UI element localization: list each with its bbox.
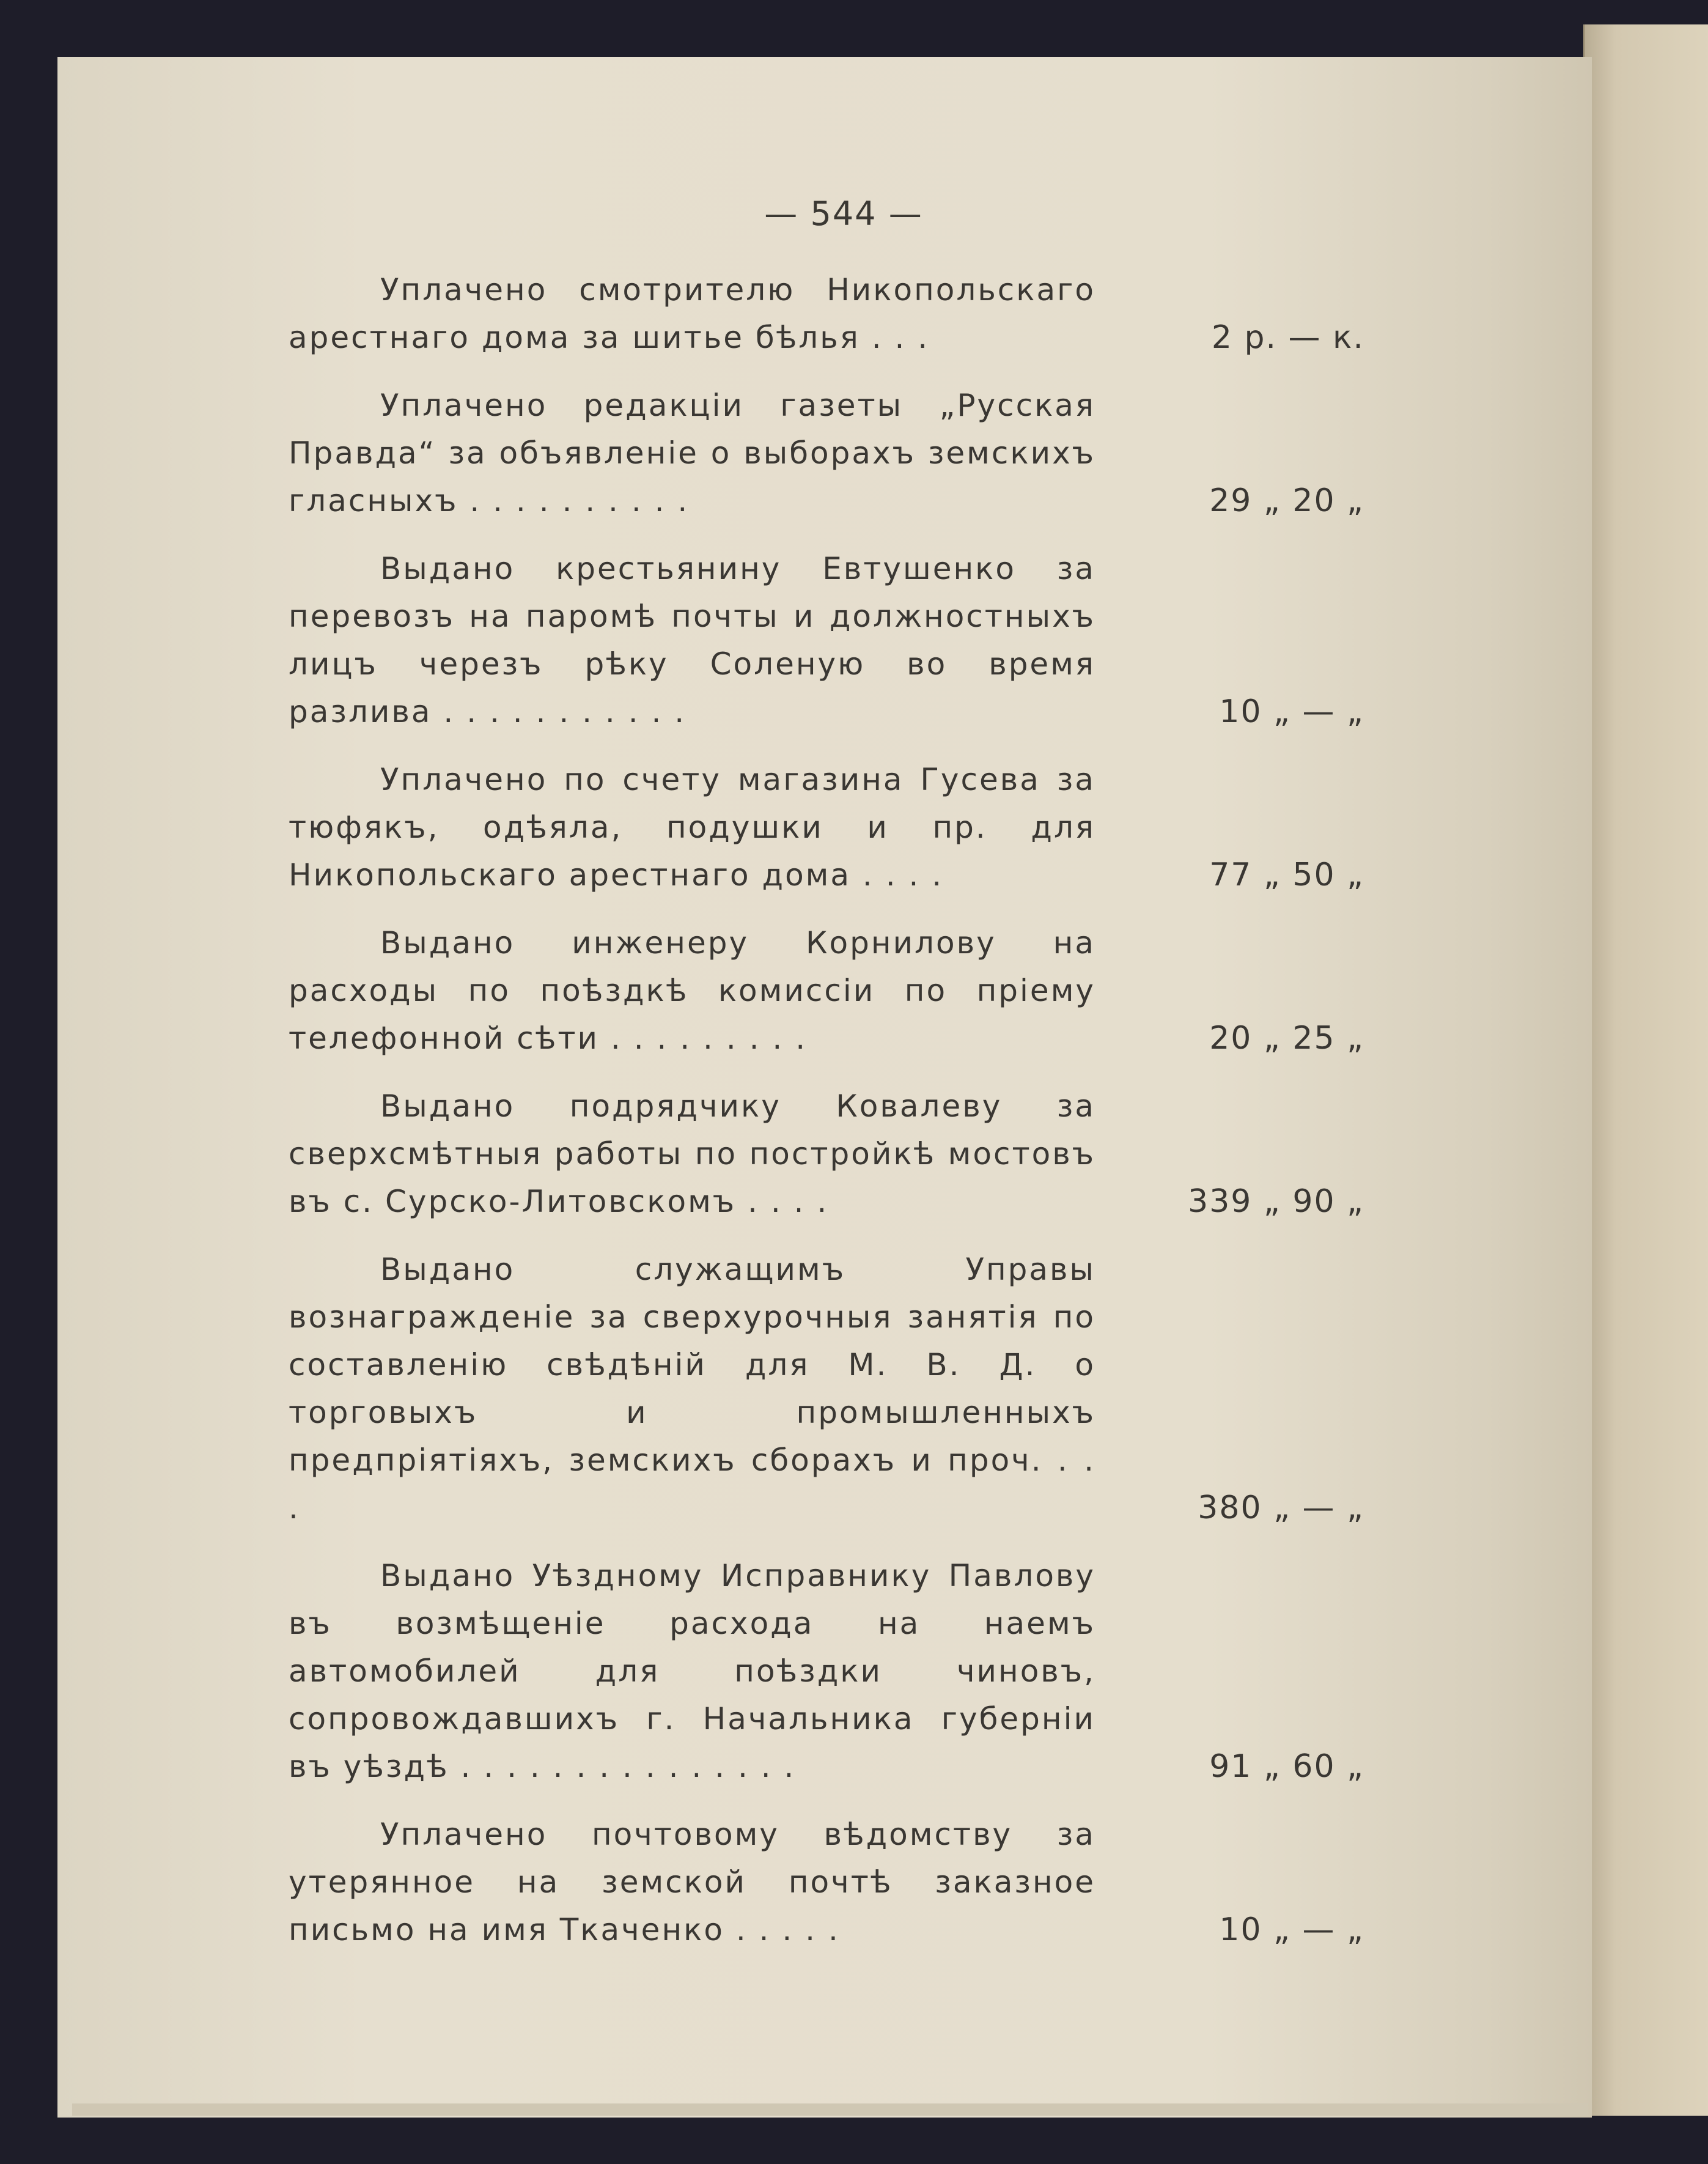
entry-amount: 29 „ 20 „ [1209,482,1364,519]
expense-entry [289,382,1364,525]
entry-amount: 380 „ — „ [1198,1490,1364,1526]
expense-entry [289,1246,1364,1532]
expense-entry [289,756,1364,899]
entry-text: Уплачено почтовому вѣдомству за утерянное на земской почтѣ заказное письмо на имя Ткаченко . . . . . [289,1817,1095,1948]
entry-text: Выдано крестьянину Евтушенко за перевозъ на паромѣ почты и должностныхъ лицъ черезъ рѣку Соленую во время разлива . . . . . . . . . . . [289,551,1095,729]
expense-entry [289,1552,1364,1790]
expense-entry [289,266,1364,361]
entry-amount: 10 „ — „ [1219,693,1364,730]
entry-amount: 10 „ — „ [1219,1911,1364,1948]
entry-text: Выдано Уѣздному Исправнику Павлову въ возмѣщеніе расхода на наемъ автомобилей для поѣздки чиновъ, сопровождавшихъ г. Начальника губерніи въ уѣздѣ . . . . . . . . . . . . . . . [289,1558,1095,1784]
page-bottom-edge [72,2103,1588,2116]
entry-amount: 2 р. — к. [1211,319,1364,356]
expense-list [289,266,1364,1974]
entry-amount: 339 „ 90 „ [1188,1183,1364,1220]
entry-text: Выдано подрядчику Ковалеву за сверхсмѣтныя работы по постройкѣ мостовъ въ с. Сурско-Литовскомъ . . . . [289,1088,1095,1219]
entry-text: Выдано служащимъ Управы вознагражденіе за сверхурочныя занятія по составленію свѣдѣній для М. В. Д. о торговыхъ и промышленныхъ предпріятіяхъ, земскихъ сборахъ и проч. . . . [289,1252,1095,1526]
page-number: — 544 — [764,194,923,233]
entry-text: Выдано инженеру Корнилову на расходы по поѣздкѣ комиссіи по пріему телефонной сѣти . . . . . . . . . [289,925,1095,1056]
expense-entry [289,1811,1364,1954]
entry-text: Уплачено редакціи газеты „Русская Правда“ за объявленіе о выборахъ земскихъ гласныхъ . . . . . . . . . . [289,388,1095,519]
entry-amount: 77 „ 50 „ [1209,857,1364,893]
entry-text: Уплачено смотрителю Никопольскаго арестнаго дома за шитье бѣлья . . . [289,272,1095,355]
entry-amount: 20 „ 25 „ [1209,1020,1364,1057]
entry-text: Уплачено по счету магазина Гусева за тюфякъ, одѣяла, подушки и пр. для Никопольскаго арестнаго дома . . . . [289,762,1095,893]
expense-entry [289,1082,1364,1225]
expense-entry [289,919,1364,1062]
facing-page-edge [1583,24,1708,2116]
expense-entry [289,545,1364,736]
entry-amount: 91 „ 60 „ [1209,1748,1364,1785]
